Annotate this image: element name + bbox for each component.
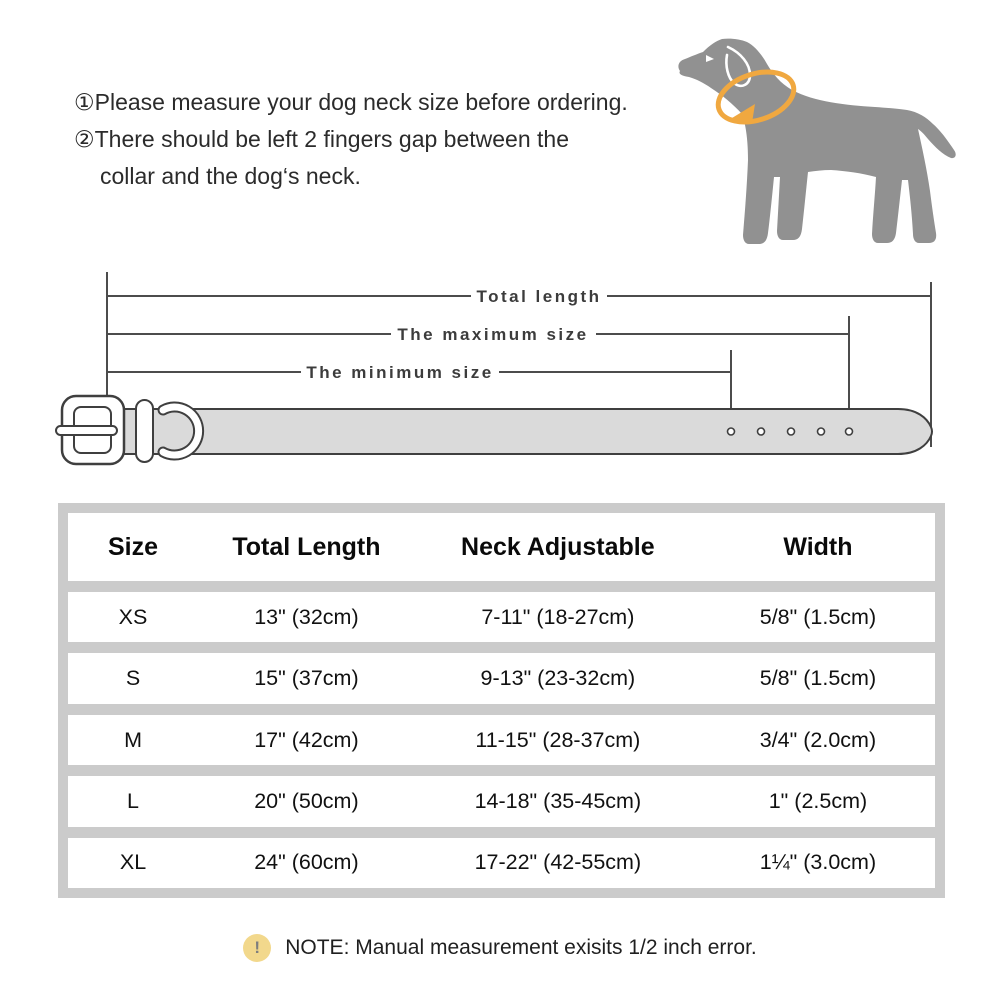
cell-total-length: 17" (42cm): [254, 727, 359, 752]
collar-strap: [104, 409, 932, 454]
measurement-note: [0, 934, 1000, 962]
cell-total-length: 20" (50cm): [254, 788, 359, 813]
cell-total-length: 24" (60cm): [254, 850, 359, 875]
cell-size: XS: [118, 604, 148, 629]
cell-neck-adjustable: 7-11" (18-27cm): [481, 604, 635, 629]
minimum-size-label: The minimum size: [306, 363, 494, 382]
cell-neck-adjustable: 9-13" (23-32cm): [480, 666, 636, 691]
column-header-neck-adjustable: Neck Adjustable: [461, 532, 655, 561]
table-row-s: [68, 653, 935, 703]
table-row-xl: [68, 838, 935, 888]
cell-neck-adjustable: 17-22" (42-55cm): [474, 850, 642, 875]
dog-body-shape: [678, 39, 955, 244]
column-header-total-length: Total Length: [232, 532, 381, 561]
total-length-label: Total length: [476, 287, 602, 306]
size-table-header-row: [68, 513, 935, 581]
column-header-size: Size: [108, 532, 159, 561]
measure-instructions: [74, 84, 628, 195]
dog-silhouette-graphic: [650, 15, 1000, 265]
cell-total-length: 15" (37cm): [254, 666, 359, 691]
cell-size: S: [125, 666, 141, 691]
table-row-l: [68, 776, 935, 826]
size-table: [58, 503, 945, 898]
cell-size: L: [127, 788, 139, 813]
cell-width: 1¼" (3.0cm): [759, 850, 877, 875]
dog-illustration: [650, 15, 1000, 265]
table-row-xs: [68, 592, 935, 642]
instruction-line-1: ①Please measure your dog neck size before ordering.: [74, 89, 628, 115]
cell-size: M: [124, 727, 142, 752]
cell-neck-adjustable: 14-18" (35-45cm): [474, 788, 642, 813]
cell-width: 1" (2.5cm): [768, 788, 868, 813]
collar-measurement-diagram: [0, 258, 1000, 473]
collar-keeper: [136, 400, 153, 462]
cell-width: 3/4" (2.0cm): [759, 727, 877, 752]
exclamation-icon: [243, 934, 271, 962]
maximum-size-label: The maximum size: [397, 325, 589, 344]
instruction-line-3: collar and the dog‘s neck.: [100, 163, 361, 189]
exclamation-glyph: !: [254, 938, 261, 957]
table-row-m: [68, 715, 935, 765]
note-text: NOTE: Manual measurement exisits 1/2 inch error.: [285, 936, 757, 959]
cell-width: 5/8" (1.5cm): [759, 604, 877, 629]
column-header-width: Width: [783, 532, 853, 561]
cell-neck-adjustable: 11-15" (28-37cm): [475, 727, 641, 752]
collar-buckle-prong: [56, 426, 117, 435]
cell-total-length: 13" (32cm): [254, 604, 359, 629]
cell-width: 5/8" (1.5cm): [759, 666, 877, 691]
instruction-line-2: ②There should be left 2 fingers gap between the: [74, 126, 569, 152]
cell-size: XL: [119, 850, 147, 875]
